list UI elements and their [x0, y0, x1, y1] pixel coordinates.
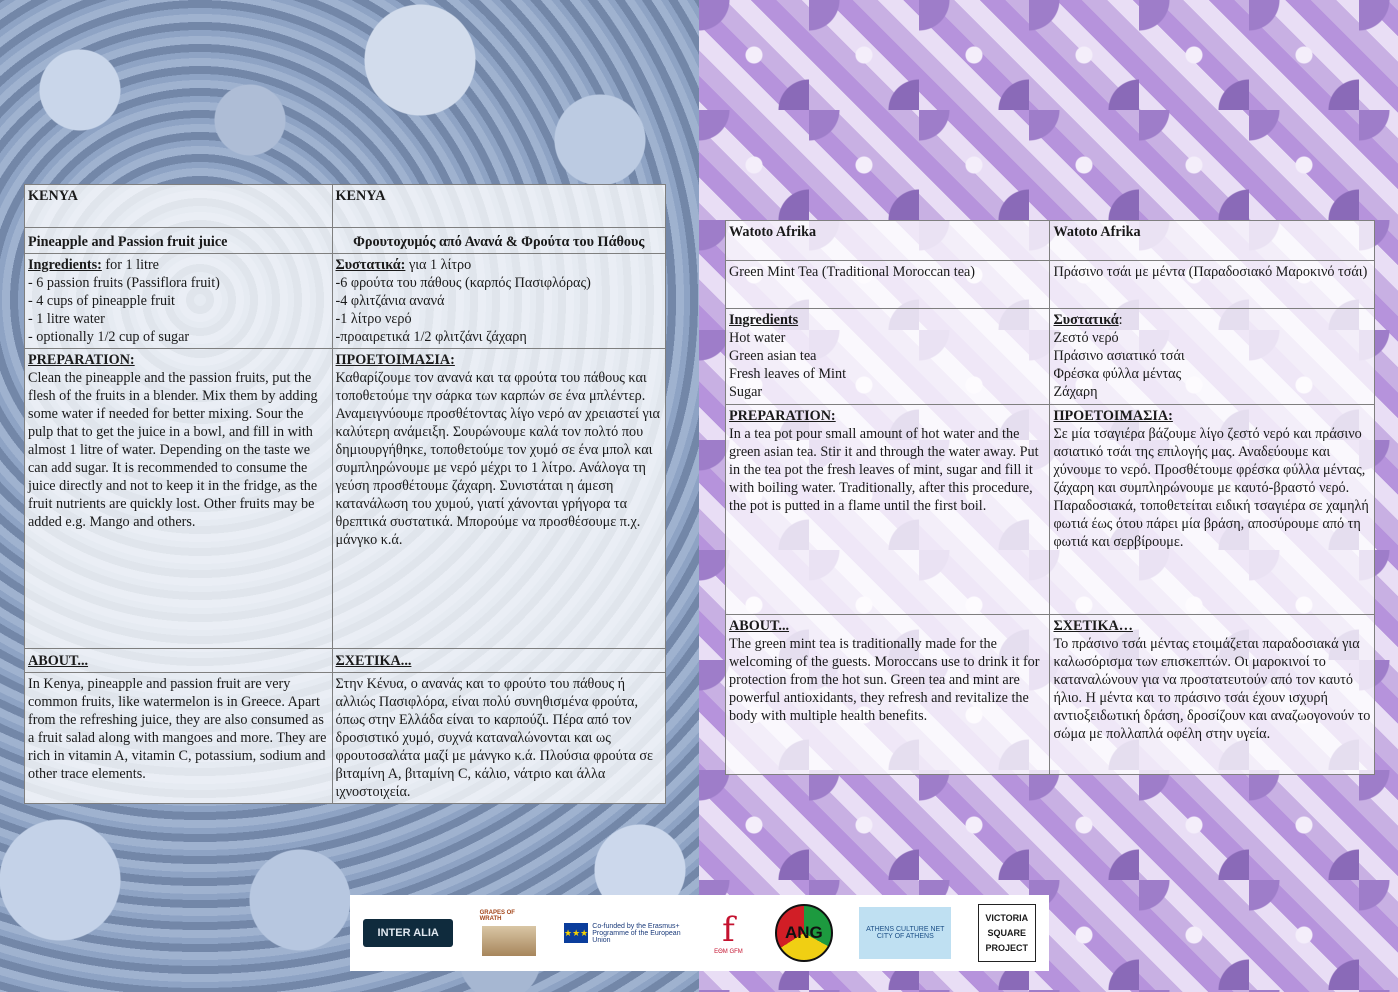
recipe-title-gr: Φρουτοχυμός από Ανανά & Φρούτα του Πάθους [332, 228, 665, 254]
about-text-gr: Στην Κένυα, ο ανανάς και το φρούτο του πάθους ή αλλιώς Πασιφλόρα, είναι πολύ συνηθισμένα φρούτα, όπως στην Ελλάδα είναι το καρπούζι. Πέρα από τον δροσιστικό χυμό, συχνά καταναλώνονται και ως φρουτοσαλάτα μαζί με μάνγκο κ.ά. Πλούσια φρούτα σε βιταμίνη Α, βιταμίνη C, κάλιο, νάτριο και άλλα ιχνοστοιχεία. [332, 673, 665, 804]
about-en [726, 615, 1050, 775]
victoria-line: SQUARE [987, 927, 1026, 938]
athens-culture-net-logo [859, 907, 951, 959]
ingredients-label: Ingredients: [28, 257, 102, 273]
ingredient-item: Green asian tea [729, 348, 817, 364]
ingredient-item: Ζάχαρη [1053, 384, 1098, 400]
ingredient-item: -6 φρούτα του πάθους (καρπός Πασιφλόρας) [335, 275, 591, 291]
preparation-label: ΠΡΟΕΤΟΙΜΑΣΙΑ: [1053, 408, 1173, 424]
ingredients-colon: : [1118, 312, 1123, 328]
ingredient-item: Hot water [729, 330, 786, 346]
about-text: The green mint tea is traditionally made for the welcoming of the guests. Moroccans use to drink it for protection from the hot sun. Green tea and mint are powerful antioxidants, they refresh and revitalize the body with multiple health benefits. [729, 636, 1040, 724]
preparation-en [25, 349, 333, 649]
efm-mark-icon: f [722, 910, 735, 950]
ingredients-en [25, 254, 333, 349]
inter-alia-logo [363, 919, 453, 947]
moroccan-tea-recipe-table [725, 220, 1375, 775]
ingredients-en [726, 309, 1050, 405]
victoria-square-project-logo [978, 904, 1036, 962]
about-label: ΣΧΕΤΙΚΑ… [1053, 618, 1133, 634]
preparation-text: In a tea pot pour small amount of hot water and the green asian tea. Stir it and through the water away. Put in the tea pot the fresh leaves of mint, sugar and fill it with boiling water. Traditionally, after this procedure, the pot is putted in a flame until the first boil. [729, 426, 1039, 514]
erasmus-eu-logo [564, 919, 682, 947]
ingredient-item: -προαιρετικά 1/2 φλιτζάνι ζάχαρη [335, 329, 527, 345]
preparation-en [726, 405, 1050, 615]
preparation-label: PREPARATION: [729, 408, 836, 424]
athens-sublabel: CITY OF ATHENS [876, 933, 934, 940]
preparation-label: ΠΡΟΕΤΟΙΜΑΣΙΑ: [335, 352, 455, 368]
ingredient-item: Fresh leaves of Mint [729, 366, 847, 382]
grapes-label: GRAPES OF WRATH [479, 910, 515, 922]
ingredients-quantity: για 1 λίτρο [405, 257, 472, 273]
grapes-illustration [482, 926, 536, 956]
ingredient-item: -1 λίτρο νερό [335, 311, 412, 327]
preparation-gr [1050, 405, 1375, 615]
ingredient-item: - 6 passion fruits (Passiflora fruit) [28, 275, 220, 291]
preparation-text: Καθαρίζουμε τον ανανά και τα φρούτα του πάθους και τοποθετούμε την σάρκα των καρπών σε ένα μπλέντερ. Αναμειγνύουμε προσθέτοντας λίγο νερό αν χρειαστεί για καλύτερη ανάμειξη. Σουρώνουμε καλά τον πολτό που δημιουργήθηκε, τοποθετούμε τον χυμό σε ένα μπολ και συμπληρώνουμε με νερό μέχρι το 1 λίτρο. Ανάλογα τη γεύση προσθέτουμε ζάχαρη. Συνιστάται η άμεση κατανάλωση του χυμού, γιατί χάνονται γρήγορα τα θρεπτικά συστατικά. Μπορούμε να προσθέσουμε π.χ. μάνγκο κ.ά. [335, 370, 660, 548]
efm-logo [708, 905, 748, 961]
preparation-gr [332, 349, 665, 649]
header-en: Watoto Afrika [726, 221, 1050, 261]
about-text: Το πράσινο τσάι μέντας ετοιμάζεται παραδοσιακά για καλωσόρισμα των επισκεπτών. Οι μαροκινοί το καταναλώνουν για να προστατευτούν από τον καυτό ήλιο. Η μέντα και το πράσινο τσάι έχουν ισχυρή αντιοξειδωτική δράση, δροσίζουν και αναζωογονούν το σώμα με πολλαπλά οφέλη στην υγεία. [1053, 636, 1371, 742]
ang-label: ANG [785, 923, 823, 942]
recipe-title-en: Pineapple and Passion fruit juice [25, 228, 333, 254]
header-gr: KENYA [332, 185, 665, 228]
about-label: ABOUT... [729, 618, 790, 634]
preparation-text: Clean the pineapple and the passion fruits, put the flesh of the fruits in a blender. Mix them by adding some water if needed for better mixing. Sour the pulp that to get the juice in a bowl, and fill in with almost 1 litre of water. Depending on the taste we can add sugar. It is recommended to consume the juice directly and not to keep it in the fridge, as the fruit nutrients are quickly lost. Other fruits may be added e.g. Mango and others. [28, 370, 318, 530]
eu-flag-icon: ★★★ [564, 923, 588, 943]
about-label-gr: ΣΧΕΤΙΚΑ... [332, 649, 665, 673]
ingredients-gr [1050, 309, 1375, 405]
about-text-en: In Kenya, pineapple and passion fruit are very common fruits, like watermelon is in Greece. Apart from the refreshing juice, they are also consumed as a fruit salad along with mangoes and more. They are rich in vitamin A, vitamin C, potassium, sodium and other trace elements. [25, 673, 333, 804]
ingredient-item: -4 φλιτζάνια ανανά [335, 293, 445, 309]
efm-label: ΕΘΜ GFM [714, 949, 743, 955]
ingredients-quantity: for 1 litre [101, 257, 159, 273]
victoria-line: VICTORIA [985, 912, 1029, 923]
ingredient-item: Sugar [729, 384, 763, 400]
ingredients-label: Συστατικά: [335, 257, 406, 273]
ang-logo [775, 904, 833, 962]
preparation-label: PREPARATION: [28, 352, 135, 368]
preparation-text: Σε μία τσαγιέρα βάζουμε λίγο ζεστό νερό και πράσινο ασιατικό τσάι της επιλογής μας. Αναδεύουμε και χύνουμε το νερό. Προσθέτουμε φρέσκα φύλλα μέντας, ζάχαρη και συμπληρώνουμε με καυτό-βραστό νερό. Παραδοσιακά, τοποθετείται ειδική τσαγιέρα σε χαμηλή φωτιά έως ότου πάρει μία βράση, αποσύρουμε από τη φωτιά και σερβίρουμε. [1053, 426, 1369, 550]
recipe-title-gr: Πράσινο τσάι με μέντα (Παραδοσιακό Μαροκινό τσάι) [1050, 261, 1375, 309]
athens-label: ATHENS CULTURE NET [866, 926, 945, 933]
recipe-title-en: Green Mint Tea (Traditional Moroccan tea) [726, 261, 1050, 309]
about-gr [1050, 615, 1375, 775]
ingredient-item: - 4 cups of pineapple fruit [28, 293, 175, 309]
header-gr: Watoto Afrika [1050, 221, 1375, 261]
kenya-recipe-table [24, 184, 666, 804]
victoria-line: PROJECT [985, 942, 1028, 953]
partner-logos-strip [350, 895, 1049, 971]
ingredients-gr [332, 254, 665, 349]
ingredient-item: Ζεστό νερό [1053, 330, 1119, 346]
ingredient-item: - 1 litre water [28, 311, 105, 327]
ingredients-label: Ingredients [729, 312, 799, 328]
ingredient-item: Φρέσκα φύλλα μέντας [1053, 366, 1182, 382]
header-en: KENYA [25, 185, 333, 228]
inter-alia-label: INTER ALIA [377, 927, 439, 939]
grapes-of-wrath-logo [480, 905, 538, 961]
ingredients-label: Συστατικά [1053, 312, 1119, 328]
ingredient-item: - optionally 1/2 cup of sugar [28, 329, 190, 345]
eu-label: Co-funded by the Erasmus+ Programme of the European Union [592, 922, 681, 944]
about-label-en: ABOUT... [25, 649, 333, 673]
ingredient-item: Πράσινο ασιατικό τσάι [1053, 348, 1185, 364]
